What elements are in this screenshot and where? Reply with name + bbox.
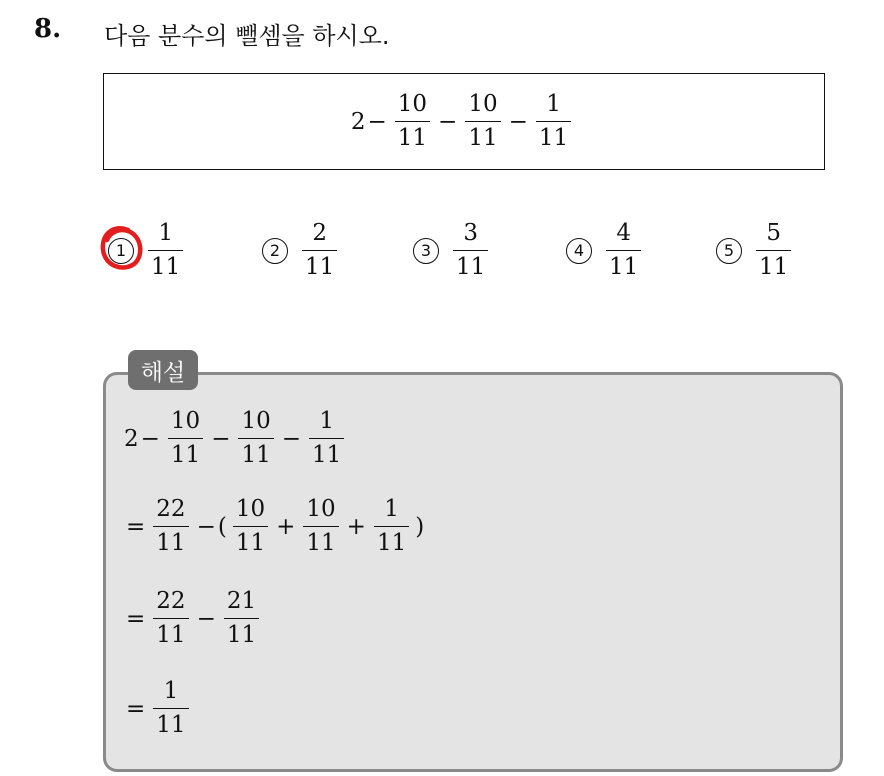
numerator: 1 <box>163 678 179 704</box>
minus-sign: − <box>196 605 216 632</box>
denominator: 11 <box>153 708 188 737</box>
numerator: 10 <box>468 91 498 117</box>
solution-fraction <box>303 498 338 555</box>
answer-circle-mark-icon <box>98 222 150 276</box>
denominator: 11 <box>153 618 188 647</box>
denominator: 11 <box>395 121 430 150</box>
choice-number-marker: 4 <box>566 238 592 264</box>
denominator: 11 <box>224 618 259 647</box>
denominator: 11 <box>238 438 273 467</box>
plus-sign: + <box>276 513 296 540</box>
solution-whole: 2 <box>124 425 139 452</box>
question-number: 8. <box>34 14 62 44</box>
choice-number-marker: 1 <box>108 238 134 264</box>
denominator: 11 <box>309 438 344 467</box>
minus-sign: − <box>367 108 387 135</box>
choice-number-marker: 5 <box>716 238 742 264</box>
equals-sign: = <box>126 513 146 540</box>
problem-whole: 2 <box>350 108 366 135</box>
minus-sign: − <box>508 108 528 135</box>
choice-4[interactable] <box>566 222 647 279</box>
numerator: 10 <box>235 496 266 522</box>
solution-line-3 <box>124 590 265 647</box>
numerator: 10 <box>170 408 201 434</box>
solution-line-2 <box>124 498 424 555</box>
denominator: 11 <box>536 121 571 150</box>
solution-fraction <box>233 498 268 555</box>
problem-box <box>103 73 825 170</box>
solution-line-4 <box>124 680 195 737</box>
numerator: 1 <box>319 408 334 434</box>
numerator: 4 <box>616 220 631 246</box>
choice-fraction <box>453 222 488 279</box>
denominator: 11 <box>465 121 500 150</box>
choice-5[interactable] <box>716 222 797 279</box>
solution-label: 해설 <box>128 350 198 390</box>
numerator: 22 <box>156 588 186 614</box>
denominator: 11 <box>153 526 188 555</box>
choice-fraction <box>302 222 337 279</box>
denominator: 11 <box>303 526 338 555</box>
problem-fraction-3 <box>536 93 571 150</box>
choice-number-marker: 3 <box>413 238 439 264</box>
problem-fraction-1 <box>395 93 430 150</box>
denominator: 11 <box>148 250 183 279</box>
solution-fraction <box>168 410 203 467</box>
denominator: 11 <box>374 526 409 555</box>
equals-sign: = <box>126 605 146 632</box>
problem-expression <box>104 74 824 169</box>
solution-fraction <box>153 680 188 737</box>
choice-2[interactable] <box>262 222 343 279</box>
numerator: 10 <box>306 496 336 522</box>
numerator: 10 <box>397 91 428 117</box>
choice-fraction <box>606 222 641 279</box>
choice-fraction <box>756 222 791 279</box>
minus-sign: − <box>196 513 216 540</box>
denominator: 11 <box>606 250 641 279</box>
numerator: 10 <box>241 408 271 434</box>
solution-fraction <box>153 498 188 555</box>
solution-fraction <box>309 410 344 467</box>
solution-fraction <box>238 410 273 467</box>
question-text: 다음 분수의 뺄셈을 하시오. <box>104 22 390 50</box>
plus-sign: + <box>346 513 366 540</box>
choice-3[interactable] <box>413 222 494 279</box>
solution-fraction <box>224 590 259 647</box>
numerator: 1 <box>546 91 561 117</box>
equals-sign: = <box>126 695 146 722</box>
right-paren: ) <box>415 513 425 540</box>
problem-fraction-2 <box>465 93 500 150</box>
denominator: 11 <box>302 250 337 279</box>
numerator: 21 <box>226 588 257 614</box>
solution-fraction <box>153 590 188 647</box>
minus-sign: − <box>281 425 302 452</box>
minus-sign: − <box>140 425 160 452</box>
left-paren: ( <box>217 513 227 540</box>
denominator: 11 <box>168 438 203 467</box>
numerator: 1 <box>158 220 173 246</box>
choice-number-marker: 2 <box>262 238 288 264</box>
numerator: 5 <box>766 220 781 246</box>
minus-sign: − <box>438 108 458 135</box>
numerator: 22 <box>156 496 186 522</box>
choice-fraction <box>148 222 183 279</box>
denominator: 11 <box>233 526 268 555</box>
denominator: 11 <box>453 250 488 279</box>
denominator: 11 <box>756 250 791 279</box>
numerator: 3 <box>463 220 478 246</box>
minus-sign: − <box>211 425 231 452</box>
solution-fraction <box>374 498 409 555</box>
solution-line-1 <box>124 410 350 467</box>
numerator: 2 <box>312 220 327 246</box>
numerator: 1 <box>384 496 399 522</box>
